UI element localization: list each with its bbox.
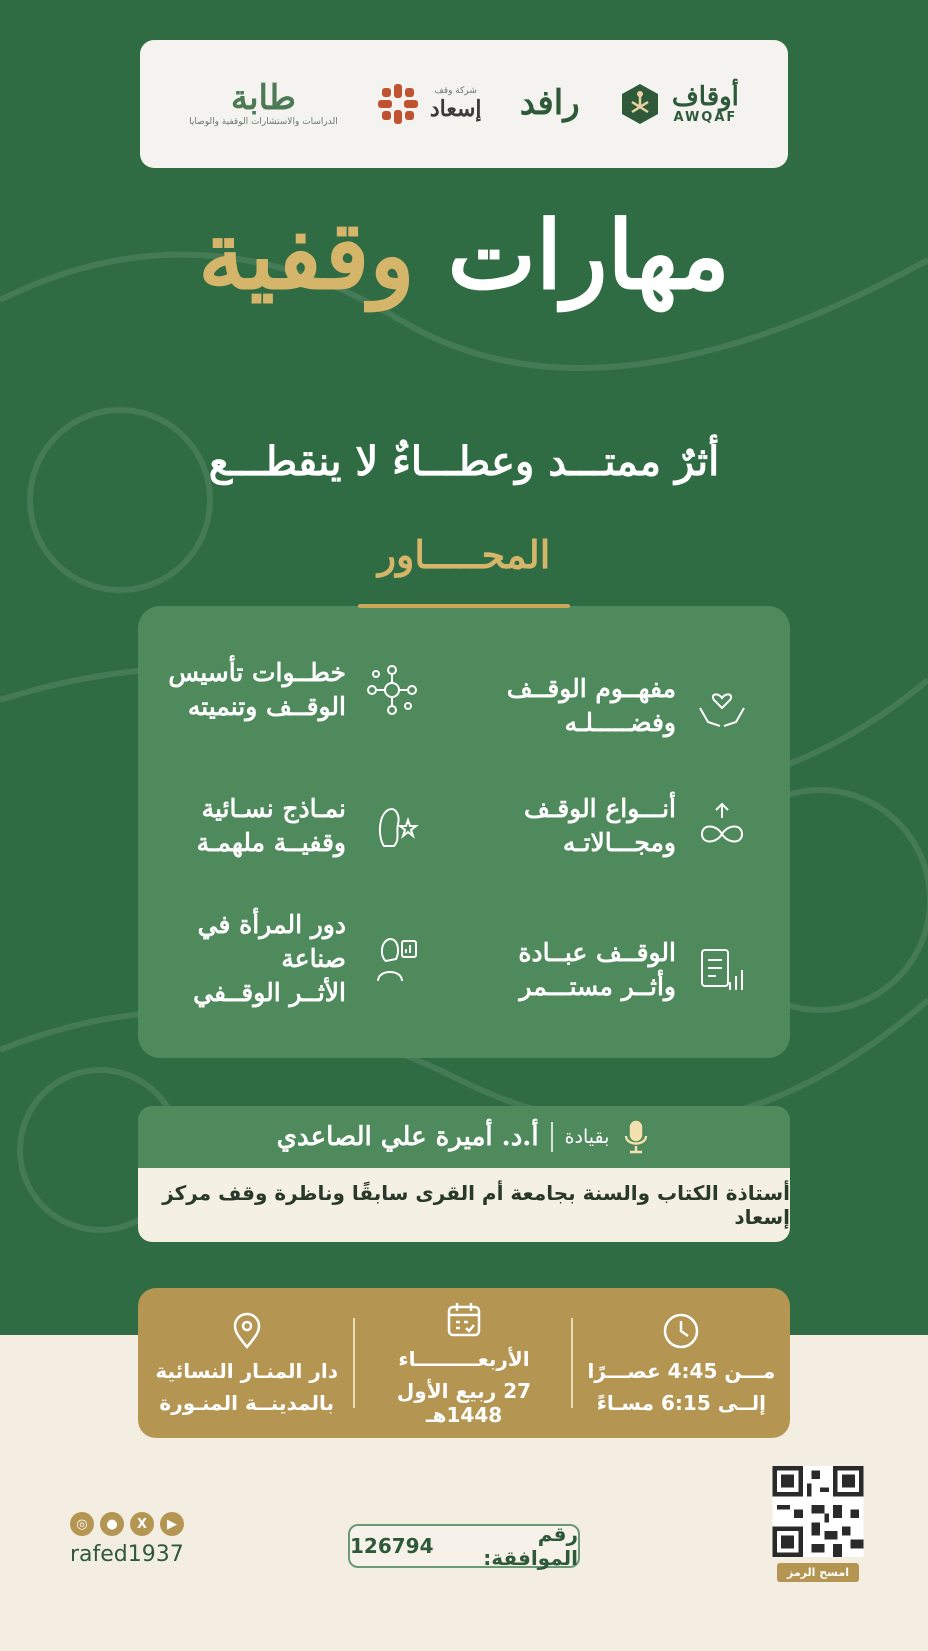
speaker-description: أستاذة الكتاب والسنة بجامعة أم القرى سابقًا وناظرة وقف مركز إسعاد [138,1168,790,1242]
topics-heading: المحـــــاور [377,532,551,577]
esad-emblem-icon [376,82,420,126]
awqaf-logo-name: أوقاف [671,81,739,112]
qr-code-block[interactable] [770,1466,866,1582]
instagram-icon[interactable]: ◎ [70,1512,94,1536]
time-detail [573,1288,790,1438]
topic-line2: وفضـــــلـه [564,707,676,737]
speaker-lead: بقيادة [564,1126,610,1148]
place-detail [138,1288,355,1438]
speaker-name: أ.د. أميرة علي الصاعدي [276,1122,539,1152]
date-line1: الأربعـــــــــاء [398,1347,530,1371]
youtube-icon[interactable]: ▶ [160,1512,184,1536]
topic-item [168,656,420,724]
place-line1: دار المنـار النسائية [155,1359,338,1383]
time-line2: إلــى 6:15 مسـاءً [596,1391,766,1415]
topic-line1: دور المرأة في صناعة [197,910,346,973]
clipboard-chart-icon [694,942,750,998]
taba-logo-name: طابة [230,78,296,119]
speaker-separator [551,1122,553,1152]
event-title [0,200,928,313]
topics-card [138,606,790,1058]
qr-code-icon[interactable] [772,1466,864,1557]
qr-caption: امسح الرمز [777,1563,859,1582]
speaker-bar [138,1106,790,1168]
topic-item [197,792,420,860]
topic-item [138,908,420,1009]
esad-logo [376,82,482,126]
topic-line1: خطــوات تأسيس [168,658,346,687]
esad-logo-tagline: شركة وقف [434,85,477,96]
title-word-waqf: وقفية [198,201,415,311]
esad-logo-name: إسعاد [429,95,482,122]
topic-line2: الأثــر الوقــفي [193,977,346,1007]
social-handle[interactable]: rafed1937 [70,1542,184,1567]
approval-label: رقم الموافقة: [483,1522,578,1570]
partner-logos-bar [140,40,788,168]
topic-line2: وأثــر مستـــمر [519,971,676,1001]
approval-number-badge [348,1524,580,1568]
clock-icon [661,1311,701,1351]
social-icons [70,1512,184,1536]
approval-number: 126794 [350,1534,434,1558]
taba-logo [189,80,338,127]
awqaf-logo-sub: AWQAF [673,110,738,126]
title-word-skills: مهارات [447,201,730,311]
topic-line2: الوقــف وتنميته [187,691,346,721]
rafed-logo-name: رافد [519,83,580,124]
topic-line2: ومجـــالاتـه [562,827,676,857]
topic-line1: نمـاذج نسـائية [201,794,346,823]
location-pin-icon [227,1311,267,1351]
date-line2: 27 ربيع الأول 1448هـ [396,1379,532,1427]
event-details-card [138,1288,790,1438]
date-detail [355,1288,572,1438]
event-subtitle: أثرٌ ممتـــد وعطـــاءٌ لا ينقطـــع [208,438,720,485]
social-links [70,1512,184,1567]
calendar-icon [444,1299,484,1339]
topic-item [524,792,750,860]
microphone-icon [621,1120,651,1154]
awqaf-emblem-icon [618,82,662,126]
heading-divider [358,604,570,608]
topic-line1: أنـــواع الوقـف [524,794,676,823]
taba-logo-tagline: الدراسات والاستشارات الوقفية والوصايا [189,116,338,127]
topic-line2: وقفيــة ملهمـة [196,827,346,857]
woman-presenting-icon [364,931,420,987]
snapchat-icon[interactable]: ● [100,1512,124,1536]
topic-line1: مفهــوم الوقــف [506,674,676,703]
network-icon [364,662,420,718]
topic-item [518,936,750,1004]
awqaf-logo [618,82,739,126]
topic-item [507,672,750,740]
x-icon[interactable]: X [130,1512,154,1536]
hands-heart-icon [694,678,750,734]
time-line1: مـــن 4:45 عصـــرًا [587,1359,776,1383]
place-line2: بالمدينــة المنـورة [159,1391,334,1415]
woman-star-icon [364,798,420,854]
topic-line1: الوقــف عبــادة [518,938,676,967]
rafed-logo [520,85,580,122]
infinity-growth-icon [694,798,750,854]
